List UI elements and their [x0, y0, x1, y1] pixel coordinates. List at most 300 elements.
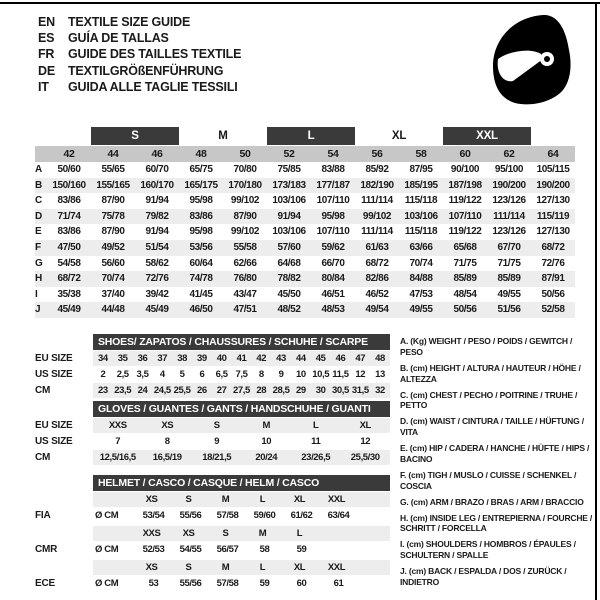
shoes-table-title: SHOES/ ZAPATOS / CHAUSSURES / SCHUHE / SCARPE [93, 334, 390, 350]
cell: 87/91 [541, 273, 565, 285]
cell: 65/68 [453, 241, 477, 253]
table-row [35, 162, 575, 178]
cell: 46/51 [321, 288, 345, 300]
measurement-rows [35, 162, 575, 318]
table-row [35, 193, 575, 209]
cell: 56/57 [216, 544, 239, 555]
cell: 6,5 [215, 369, 228, 380]
table-row [35, 302, 575, 318]
cell: 50/60 [57, 164, 81, 175]
cell: 50 [239, 148, 251, 160]
helmet-size-labels [93, 526, 390, 541]
cell: 83/88 [321, 164, 345, 175]
cell: 42 [256, 353, 267, 364]
legend-item: D. (cm) WAIST / CINTURA / TAILLE / HÜFTUNG / VITA [400, 416, 584, 438]
cell: 177/187 [316, 179, 350, 191]
size-group-header [35, 127, 575, 145]
cell: 85/92 [365, 164, 389, 175]
language-code: ES [38, 31, 55, 46]
cell: 49/55 [409, 304, 433, 316]
racing-helmet-icon [485, 12, 575, 107]
row-label: G [35, 257, 43, 269]
cell: 4 [159, 369, 165, 380]
cell: 99/102 [230, 195, 260, 207]
cell: 187/198 [448, 179, 482, 191]
cell: 83/86 [57, 195, 81, 207]
cell: 34 [98, 353, 108, 364]
cell [318, 526, 355, 541]
cell: 30,5 [332, 385, 349, 396]
cell: 27 [216, 385, 227, 396]
cell: 95/98 [189, 226, 213, 238]
row-label: F [35, 241, 41, 253]
cell: 68/72 [541, 241, 565, 253]
cell: S [185, 494, 192, 505]
table-row [35, 450, 390, 465]
cell: 40 [216, 353, 227, 364]
spacer [35, 526, 93, 541]
table-row [35, 367, 390, 382]
cell: 51/54 [145, 241, 169, 253]
cell: 57/58 [216, 510, 239, 521]
cell: XXL [327, 562, 346, 573]
cell: 7 [115, 436, 121, 447]
guide-title: TEXTILGRÖßENFÜHRUNG [68, 63, 224, 78]
cell: 46/50 [189, 304, 213, 316]
cell: 54 [327, 148, 339, 160]
cell: 84/88 [409, 273, 433, 285]
cell: 46 [335, 353, 346, 364]
language-row [38, 79, 241, 95]
cell: 99/102 [230, 226, 260, 238]
cell: S [222, 528, 229, 539]
cell: M [262, 420, 270, 431]
cell: 57/58 [216, 578, 239, 589]
table-row [35, 434, 390, 449]
size-group-xxl: XXL [443, 127, 531, 145]
cell: 115/118 [404, 195, 438, 207]
cell: 44 [107, 148, 119, 160]
cell: 24 [137, 385, 148, 396]
cell: 23 [98, 385, 108, 396]
cell: 45/49 [57, 304, 81, 316]
cell: XS [145, 562, 158, 573]
cell: XXS [108, 420, 127, 431]
cell: 91/94 [145, 195, 169, 207]
row-values [93, 383, 390, 398]
cell: 7,5 [235, 369, 248, 380]
helmet-size-labels [93, 492, 390, 507]
cell: 39/42 [145, 288, 169, 300]
cell: 107/110 [316, 226, 350, 238]
cell: 119/122 [448, 226, 482, 238]
cell: 87/90 [101, 195, 125, 207]
legend-item: C. (cm) CHEST / PECHO / POITRINE / TRUHE / PETTO [400, 389, 578, 411]
cell: 10,5 [312, 369, 330, 380]
cell: XL [293, 494, 306, 505]
cell: L [296, 528, 303, 539]
table-row [35, 178, 575, 194]
unit-label: Ø CM [95, 544, 119, 555]
cell: 160/170 [140, 179, 174, 191]
size-labels [133, 560, 355, 575]
cell: 48/53 [321, 304, 345, 316]
spacer [35, 127, 91, 145]
table-row [35, 526, 390, 541]
cell: 25,5/30 [350, 452, 380, 463]
cell: 47/53 [409, 288, 433, 300]
table-row [35, 209, 575, 225]
cell: XS [145, 494, 158, 505]
cell: 53/54 [142, 510, 165, 521]
cell: 59 [259, 578, 270, 589]
cell: 25,5 [173, 385, 191, 396]
cell: 76/80 [233, 273, 257, 285]
size-group-l: L [267, 127, 355, 145]
cell: 29 [295, 385, 306, 396]
cell: 103/106 [272, 195, 306, 207]
size-labels [133, 492, 355, 507]
cell: 59/60 [253, 510, 276, 521]
row-values [47, 271, 575, 287]
table-row [35, 271, 575, 287]
row-values [47, 224, 575, 240]
cell: 41/45 [189, 288, 213, 300]
cell: 41 [236, 353, 247, 364]
cell: 63/66 [409, 241, 433, 253]
cell: 72/76 [145, 273, 169, 285]
cell: 85/89 [453, 273, 477, 285]
row-label: EU SIZE [35, 353, 73, 364]
cell: 65/75 [189, 164, 213, 175]
cell: 55/58 [233, 241, 257, 253]
cell: 64 [547, 148, 559, 160]
cell: 44/48 [101, 304, 125, 316]
cell: 32 [375, 385, 385, 396]
cell: 47/50 [57, 241, 81, 253]
cell: 13 [375, 369, 385, 380]
cell: 87/90 [233, 210, 257, 222]
legend-item: G. (cm) ARM / BRAZO / BRAS / ARM / BRACCIO [400, 496, 584, 507]
row-values [93, 576, 390, 591]
cell: XL [293, 562, 306, 573]
cell: 2,5 [116, 369, 129, 380]
cell: 70/74 [409, 257, 433, 269]
cell: 27,5 [233, 385, 250, 396]
cell: 55/65 [101, 164, 125, 175]
cell: 79/82 [145, 210, 169, 222]
legend-item: I. (cm) SHOULDERS / HOMBROS / ÉPAULES / SCHULTERN / SPALLE [400, 539, 576, 561]
cell: 71/75 [453, 257, 477, 269]
spacer [93, 560, 133, 575]
cell: L [259, 562, 266, 573]
row-label: A [35, 164, 42, 175]
legend-item: H. (cm) INSIDE LEG / ENTREPIERNA / FOURCHE / SCHRITT / FORCELLA [400, 512, 593, 534]
table-row [35, 542, 390, 557]
cell: 10 [261, 436, 272, 447]
cell: 12,5/16,5 [99, 452, 136, 463]
unit-label: Ø CM [95, 578, 119, 589]
cell: 55/56 [179, 578, 202, 589]
cell: 59 [296, 544, 307, 555]
table-row [35, 287, 575, 303]
cell: 12 [360, 436, 371, 447]
cell: 80/84 [321, 273, 345, 285]
legend-item: B. (cm) HEIGHT / ALTURA / HAUTEUR / HÖHE / ALTEZZA [400, 362, 581, 384]
guide-title: GUIDE DES TAILLES TEXTILE [68, 47, 242, 62]
cell: 61/62 [290, 510, 313, 521]
cell: 18/21,5 [202, 452, 232, 463]
cell: 107/110 [316, 195, 350, 207]
cell: 36 [137, 353, 148, 364]
size-group-s: S [91, 127, 179, 145]
row-values [47, 193, 575, 209]
cell: 56/60 [101, 257, 125, 269]
cell: 87/90 [101, 226, 125, 238]
cell: 35/38 [57, 288, 81, 300]
cell: 62/66 [233, 257, 257, 269]
cell: 123/126 [492, 195, 526, 207]
cell: 59/62 [321, 241, 345, 253]
cell: 45/49 [145, 304, 169, 316]
row-label: E [35, 226, 42, 238]
row-values [93, 508, 390, 523]
table-row [35, 508, 390, 523]
cell: 107/110 [448, 210, 482, 222]
row-values [93, 450, 390, 465]
cell: 165/175 [184, 179, 218, 191]
cell: 46 [151, 148, 163, 160]
language-title-list [38, 14, 241, 95]
cell: 155/165 [96, 179, 130, 191]
table-row [35, 256, 575, 272]
cell: 58 [415, 148, 427, 160]
cell: 87/95 [409, 164, 433, 175]
language-row [38, 14, 241, 30]
cell: 48 [195, 148, 207, 160]
row-label-cmr: CMR [35, 544, 58, 555]
cell: 123/126 [492, 226, 526, 238]
cell: 6 [199, 369, 205, 380]
cell: 43/47 [233, 288, 257, 300]
cell: 56 [371, 148, 383, 160]
cell: 95/100 [494, 164, 524, 175]
row-values [47, 178, 575, 194]
cell: 111/114 [493, 210, 525, 222]
top-border [0, 2, 600, 4]
cell: 70/80 [233, 164, 257, 175]
cell: 115/118 [404, 226, 438, 238]
language-code: IT [38, 79, 49, 94]
cell: 55/56 [179, 510, 202, 521]
cell: 9 [278, 369, 284, 380]
cell [320, 542, 357, 557]
gloves-size-table [35, 401, 390, 466]
cell: XXL [327, 494, 346, 505]
cell: 190/200 [536, 179, 570, 191]
row-values [47, 162, 575, 178]
spacer [93, 526, 133, 541]
cell: 105/115 [536, 164, 570, 175]
row-label: I [35, 288, 38, 300]
cell: 16,5/19 [152, 452, 182, 463]
cell: 37 [157, 353, 168, 364]
row-values [93, 351, 390, 366]
cell: 11,5 [332, 369, 349, 380]
guide-title: TEXTILE SIZE GUIDE [68, 15, 191, 29]
cell: 23/26,5 [301, 452, 331, 463]
cell: 31,5 [351, 385, 369, 396]
cell: 75/78 [101, 210, 125, 222]
cell: 75/85 [277, 164, 301, 175]
cell: 61 [333, 578, 344, 589]
cell: 28 [256, 385, 267, 396]
cell: 182/190 [360, 179, 394, 191]
values [135, 542, 357, 557]
cell: 111/114 [361, 195, 393, 207]
language-code: DE [38, 63, 55, 78]
cell: 51/56 [497, 304, 521, 316]
cell: 57/60 [277, 241, 301, 253]
row-label: US SIZE [35, 369, 73, 380]
cell: 42 [63, 148, 75, 160]
guide-title: GUÍA DE TALLAS [68, 31, 169, 46]
cell: 45/50 [277, 288, 301, 300]
cell: 83/86 [189, 210, 213, 222]
cell: 10 [295, 369, 306, 380]
size-group-m: M [218, 130, 228, 142]
values [135, 576, 357, 591]
spacer [35, 560, 93, 575]
cell: 60 [459, 148, 471, 160]
language-row [38, 63, 241, 79]
language-code: EN [38, 15, 55, 29]
row-label: US SIZE [35, 436, 73, 447]
cell: 53/56 [189, 241, 213, 253]
cell: 91/94 [145, 226, 169, 238]
cell: 12 [355, 369, 366, 380]
cell: 49/54 [365, 304, 389, 316]
cell: M [258, 528, 267, 539]
row-values [93, 434, 390, 449]
row-values [93, 542, 390, 557]
table-row [35, 351, 390, 366]
cell: 60/70 [145, 164, 169, 175]
unit-label: Ø CM [95, 510, 119, 521]
spacer [35, 146, 47, 162]
cell: XS [161, 420, 174, 431]
cell: M [221, 494, 230, 505]
size-numbers [47, 146, 575, 162]
cell: 185/195 [404, 179, 438, 191]
cell: 38 [177, 353, 187, 364]
cell: 52/53 [142, 544, 165, 555]
legend-item: A. (Kg) WEIGHT / PESO / POIDS / GEWITCH / PESO [400, 336, 573, 357]
size-labels [133, 526, 355, 541]
cell: 71/75 [497, 257, 521, 269]
cell: 71/74 [57, 210, 81, 222]
row-values [47, 240, 575, 256]
cell: 85/89 [497, 273, 521, 285]
row-values [47, 302, 575, 318]
gloves-table-title: GLOVES / GUANTES / GANTS / HANDSCHUHE / GUANTI [93, 401, 390, 417]
cell: 70/74 [101, 273, 125, 285]
cell: L [259, 494, 266, 505]
language-row [38, 46, 241, 62]
cell: 54/55 [179, 544, 202, 555]
measurement-legend [400, 336, 596, 593]
legend-item: J. (cm) BACK / ESPALDA / DOS / ZURÜCK / INDIETRO [400, 566, 567, 588]
row-label: B [35, 179, 42, 191]
cell: 52/58 [541, 304, 565, 316]
cell: 58/62 [145, 257, 169, 269]
table-row [35, 492, 390, 507]
cell: 39 [196, 353, 207, 364]
cell: 30 [315, 385, 326, 396]
row-label: C [35, 195, 42, 207]
cell: 2 [100, 369, 106, 380]
cell: 103/106 [272, 226, 306, 238]
cell: 95/98 [321, 210, 345, 222]
cell: XL [359, 420, 371, 431]
textile-size-table [35, 127, 575, 318]
cell: 23,5 [114, 385, 132, 396]
cell: 49/52 [101, 241, 125, 253]
cell: M [221, 562, 230, 573]
cell: 49/55 [497, 288, 521, 300]
cell: L [313, 420, 319, 431]
cell: 74/78 [189, 273, 213, 285]
cell: 68/72 [365, 257, 389, 269]
cell: 127/130 [536, 226, 570, 238]
language-row [38, 30, 241, 46]
cell: 111/114 [361, 226, 393, 238]
cell: 82/86 [365, 273, 389, 285]
cell: 37/40 [101, 288, 125, 300]
cell: 8 [164, 436, 170, 447]
cell: 72/76 [541, 257, 565, 269]
cell: 26 [196, 385, 207, 396]
cell: S [213, 420, 220, 431]
cell: 48/52 [277, 304, 301, 316]
table-row [35, 576, 390, 591]
cell: 83/86 [57, 226, 81, 238]
table-row [35, 240, 575, 256]
cell: 103/106 [404, 210, 438, 222]
cell: 90/100 [450, 164, 480, 175]
cell: 53 [148, 578, 159, 589]
cell: 60 [296, 578, 307, 589]
cell: 47/51 [233, 304, 257, 316]
helmet-table-title: HELMET / CASCO / CASQUE / HELM / CASCO [93, 475, 390, 491]
cell: 24,5 [153, 385, 171, 396]
row-label: J [35, 304, 41, 316]
row-values [93, 367, 390, 382]
row-label: EU SIZE [35, 420, 73, 431]
language-code: FR [38, 47, 55, 62]
table-row [35, 418, 390, 433]
cell: 54/58 [57, 257, 81, 269]
cell: XS [182, 528, 195, 539]
helmet-size-labels [93, 560, 390, 575]
cell: 68/72 [57, 273, 81, 285]
row-label: CM [35, 385, 51, 396]
cell: 91/94 [277, 210, 301, 222]
cell: 44 [295, 353, 306, 364]
cell: 8 [258, 369, 264, 380]
cell: 52 [283, 148, 295, 160]
row-label: H [35, 273, 42, 285]
